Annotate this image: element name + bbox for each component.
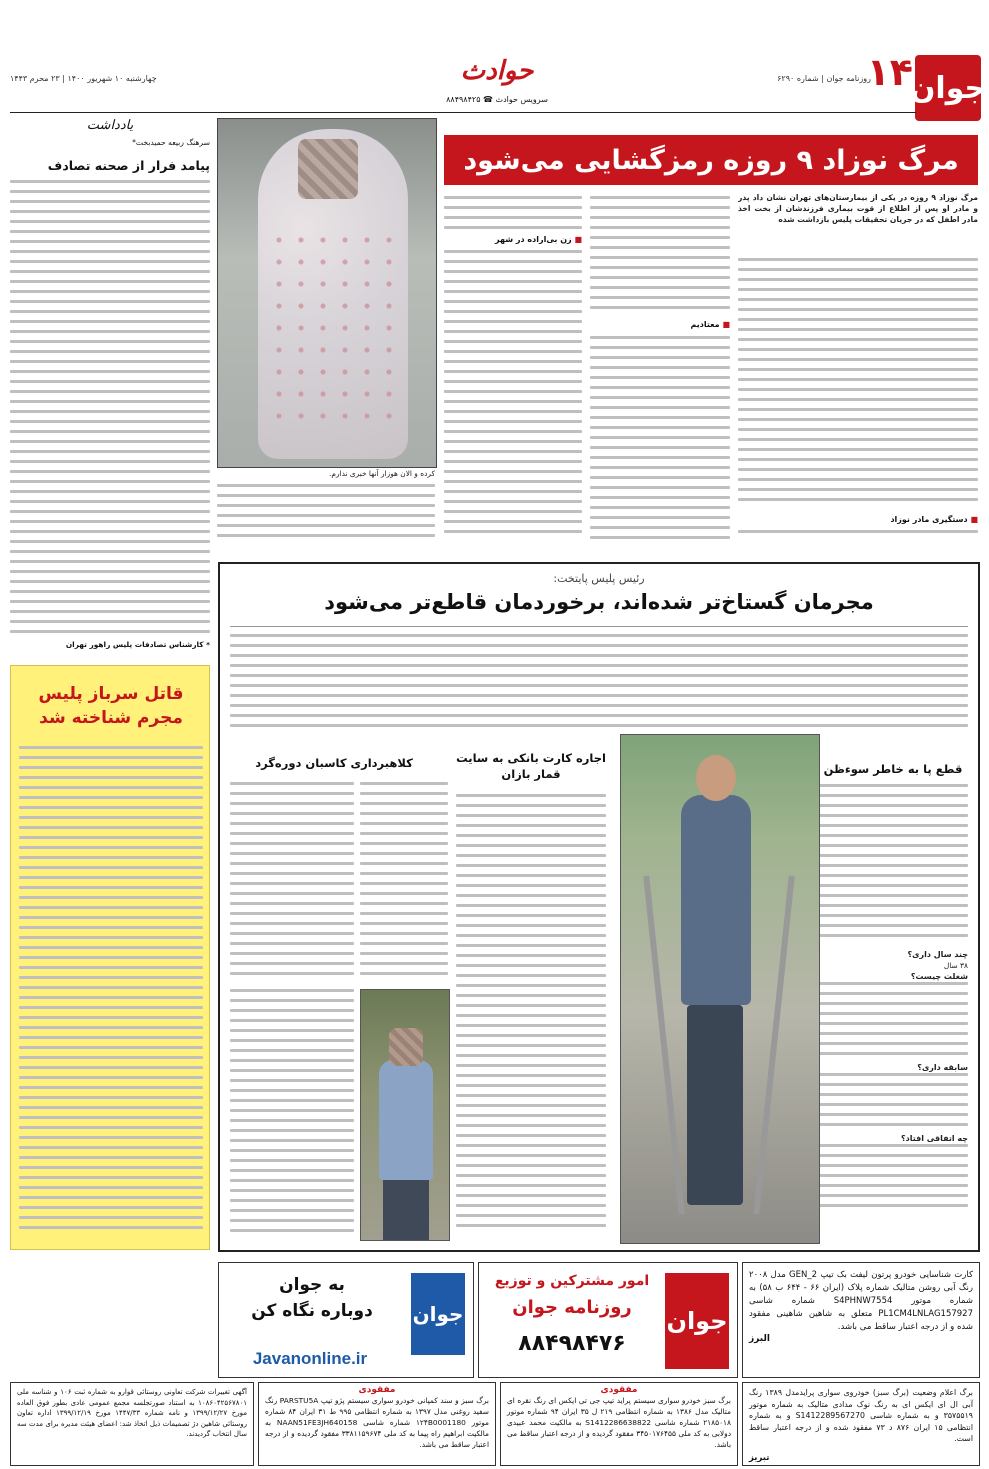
classified-3 xyxy=(258,1382,496,1466)
classified-2-text: برگ سبز خودرو سواری سیستم پراید تیپ جی تی ایکس ای رنگ نقره ای متالیک مدل ۱۳۸۶ به شماره انتظامی ۲۱۹ ل ۳۵ ایران ۹۴ شماره موتور ۲۱۸۵۰۱۸ شماره شاسی S1412286638822 به مالکیت محمد عبیدی دولابی به کد ملی ۳۴۵۰۱۷۶۴۵۵ مفقود گردیده و از درجه اعتبار ساقط می باشد. xyxy=(507,1396,731,1449)
column-header xyxy=(10,118,210,154)
main-col-1-tail xyxy=(738,530,978,542)
main-col-2-text xyxy=(590,196,730,316)
column-title: پیامد فرار از صحنه تصادف xyxy=(47,158,210,173)
story1-text-d xyxy=(818,1144,968,1214)
story1-qa xyxy=(818,784,968,1239)
subhead-bullet-icon: ■ xyxy=(574,235,582,244)
classified-4-text: آگهی تغییرات شرکت تعاونی روستائی قوارو به شماره ثبت ۱۰۶ و شناسه ملی ۱۰۸۶۰۴۲۵۶۷۸۰۱ به استناد صورتجلسه مجمع عمومی عادی بطور فوق العاده مورخ ۱۳۹۹/۱۲/۲۷ و نامه شماره ۱۴۴۷/۳۳ مورخ ۱۳۹۹/۱۲/۱۹ اداره تعاون روستائی شاهین دژ تصمیمات ذیل اتخاذ شد: اعضای هیئت مدیره برای مدت سه سال انتخاب گردیدند. xyxy=(17,1388,247,1438)
vendor-man-body xyxy=(379,1060,433,1180)
main-col-1-text xyxy=(738,258,978,513)
ad-subscribers-line1: امور مشترکین و توزیع xyxy=(494,1273,650,1289)
ad-subscribers-line2: روزنامه جوان xyxy=(512,1297,632,1318)
subhead-addicted xyxy=(590,320,730,329)
subhead-bullet-icon: ■ xyxy=(722,320,730,329)
column-signature: * کارشناس تصادفات پلیس راهور تهران xyxy=(65,640,210,649)
main-col-3-text xyxy=(444,196,582,232)
main-headline-bar xyxy=(444,135,978,185)
feature-kicker: رئیس پلیس پایتخت: xyxy=(553,572,645,585)
service-phone: ۸۸۴۹۸۴۲۵ xyxy=(446,95,481,104)
vendor-man-legs xyxy=(383,1180,429,1240)
page-number: ۱۴ xyxy=(866,50,913,94)
crutch-left xyxy=(643,876,685,1215)
phone-icon: ☎ xyxy=(483,95,493,104)
main-col-3-text-b xyxy=(444,250,582,542)
photo-caption-text: کرده و الان هوزار آنها خبری ندارم. xyxy=(329,469,435,478)
subhead-addicted-label: معتادیم xyxy=(690,320,720,329)
story3-text-c xyxy=(230,989,354,1239)
classified-3-text: برگ سبز و سند کمپانی خودرو سواری سیستم پژو تیپ PARSTU5A رنگ سفید روغنی مدل ۱۳۹۷ به شماره انتظامی ۹۹۵ ط ۳۱ ایران ۸۴ شماره موتور ۱۲۴B0001180 شماره شاسی NAAN51FE3JH640158 به مالکیت ابراهیم راه پیما به کد ملی ۳۳۸۱۱۵۹۶۷۴ مفقود گردیده و از درجه اعتبار ساقط می باشد. xyxy=(265,1396,489,1449)
qa-question: سابقه داری؟ xyxy=(917,1063,968,1072)
subhead-woman-label: زن بی‌اراده در شهر xyxy=(495,235,572,244)
service-line xyxy=(440,95,554,104)
feature-headline: مجرمان گستاخ‌تر شده‌اند، برخورد‌مان قاطع‌تر می‌شود xyxy=(324,590,874,614)
classified-3-title: مفقودی xyxy=(358,1385,396,1395)
crutch-man-legs xyxy=(687,1005,743,1205)
yellow-box-text xyxy=(19,746,203,1241)
main-col-4-text xyxy=(217,484,435,542)
masthead xyxy=(0,0,989,120)
story3-text-b xyxy=(230,782,354,982)
crutch-right xyxy=(753,876,795,1215)
ad-lost-card-text: کارت شناسایی خودرو پرتون لیفت بک تیپ GEN_2 مدل ۲۰۰۸ رنگ آبی روشن متالیک شماره پلاک (ایران ۶۶ - ۶۴۴ ب ۵۸) به شماره موتور S4PHNW7554 شماره شاسی PL1CM4LNLAG157927 متعلق به شاهین شاهینی مفقود شده و از درجه اعتبار ساقط می باشد. xyxy=(749,1270,973,1332)
main-lead xyxy=(738,192,978,252)
story1-text-b xyxy=(818,982,968,1062)
subhead-mother-arrest-label: دستگیری مادر نوزاد xyxy=(890,515,968,524)
feature-intro-text xyxy=(230,634,968,734)
ad-online-url[interactable]: Javanonline.ir xyxy=(252,1349,368,1368)
column-text xyxy=(10,180,210,638)
story3-photo xyxy=(360,989,450,1241)
ad-subscribers xyxy=(478,1262,738,1378)
crutch-man-body xyxy=(681,795,751,1005)
blurred-face xyxy=(298,139,358,199)
vendor-man-head xyxy=(389,1028,423,1066)
ad-subscribers-logo-text: جوان xyxy=(666,1307,728,1335)
story1-text-a xyxy=(818,784,968,949)
main-col-2-text-b xyxy=(590,336,730,542)
ad-subscribers-phone: ۸۸۴۹۸۴۷۶ xyxy=(518,1331,626,1356)
qa-question: چه اتفاقی افتاد؟ xyxy=(900,1134,968,1143)
ad-online-line2: دوباره نگاه کن xyxy=(251,1301,373,1321)
issue-info: روزنامه جوان | شماره ۶۲۹۰ xyxy=(777,74,871,83)
ad-online xyxy=(218,1262,474,1378)
ad-online-logo-text: جوان xyxy=(412,1302,464,1326)
classified-1-text: برگ اعلام وضعیت (برگ سبز) خودروی سواری پرایدمدل ۱۳۸۹ رنگ آبی ال ای ایکس ای به رنگ نوک مدادی متالیک به شماره موتور ۳۵۷۵۵۱۹ و به شماره شاسی S1412289567270 و به شماره انتظامی ۱۵ ایران ۸۷۶ د ۷۳ مفقود شده و از درجه اعتبار ساقط است. xyxy=(749,1388,973,1443)
crutch-man-head xyxy=(696,755,736,801)
ad-lost-card xyxy=(742,1262,980,1378)
logo-block xyxy=(909,55,987,121)
main-headline: مرگ نوزاد ۹ روزه رمزگشایی می‌شود xyxy=(463,144,959,176)
ad-online-line1: به جوان xyxy=(279,1275,345,1295)
subhead-woman xyxy=(444,235,582,244)
story1-text-c xyxy=(818,1073,968,1133)
classified-4 xyxy=(10,1382,254,1466)
column-logo: یادداشت xyxy=(86,118,134,133)
yellow-box-title-2: مجرم شناخته شد xyxy=(39,708,183,728)
feature-rule xyxy=(230,626,968,627)
qa-question: شغلت چیست؟ xyxy=(910,972,968,981)
ad-online-logo xyxy=(411,1273,465,1355)
main-story-photo xyxy=(217,118,437,468)
story3-title: کلاهبرداری کاسبان دوره‌گرد xyxy=(255,756,413,770)
story1-title: قطع پا به خاطر سوءظن xyxy=(823,762,963,776)
subhead-mother-arrest xyxy=(738,515,978,524)
section-title: حوادث xyxy=(460,56,534,86)
masthead-rule xyxy=(10,112,916,113)
qa-answer: ۳۸ سال xyxy=(943,961,968,970)
story1-photo xyxy=(620,734,820,1244)
classified-2-title: مفقودی xyxy=(600,1385,638,1395)
classified-1 xyxy=(742,1382,980,1466)
story3-text-a xyxy=(360,782,448,982)
yellow-box-title-1: قاتل سرباز پلیس xyxy=(38,684,184,704)
story2-title: اجاره کارت بانکی به سایت قمار بازان xyxy=(456,751,606,781)
yellow-box xyxy=(10,665,210,1250)
floral-pattern xyxy=(268,229,398,429)
photo-caption xyxy=(217,468,435,480)
lead-text: مرگ نوزاد ۹ روزه در یکی از بیمارستان‌های تهران نشان داد پدر و مادر او پس از اطلاع از قوت بیماری فرزندشان از بخت اخذ مادر اطفل که در جریان تحقیقات پلیس بازداشت شده xyxy=(738,193,978,224)
ad-subscribers-logo xyxy=(665,1273,729,1369)
service-label: سرویس حوادث xyxy=(495,95,548,104)
classified-1-city: تبریز xyxy=(749,1453,770,1463)
subhead-bullet-icon: ■ xyxy=(970,515,978,524)
column-author: سرهنگ ربیعه حمید‌بخت* xyxy=(132,138,210,147)
logo: جوان xyxy=(909,70,987,106)
ad-lost-card-city: البرز xyxy=(749,1334,770,1344)
date-line: چهارشنبه ۱۰ شهریور ۱۴۰۰ | ۲۳ محرم ۱۴۴۳ xyxy=(10,74,157,83)
feature-box xyxy=(218,562,980,1252)
classified-2 xyxy=(500,1382,738,1466)
qa-question: چند سال داری؟ xyxy=(907,950,968,959)
story2-text xyxy=(456,794,606,1239)
